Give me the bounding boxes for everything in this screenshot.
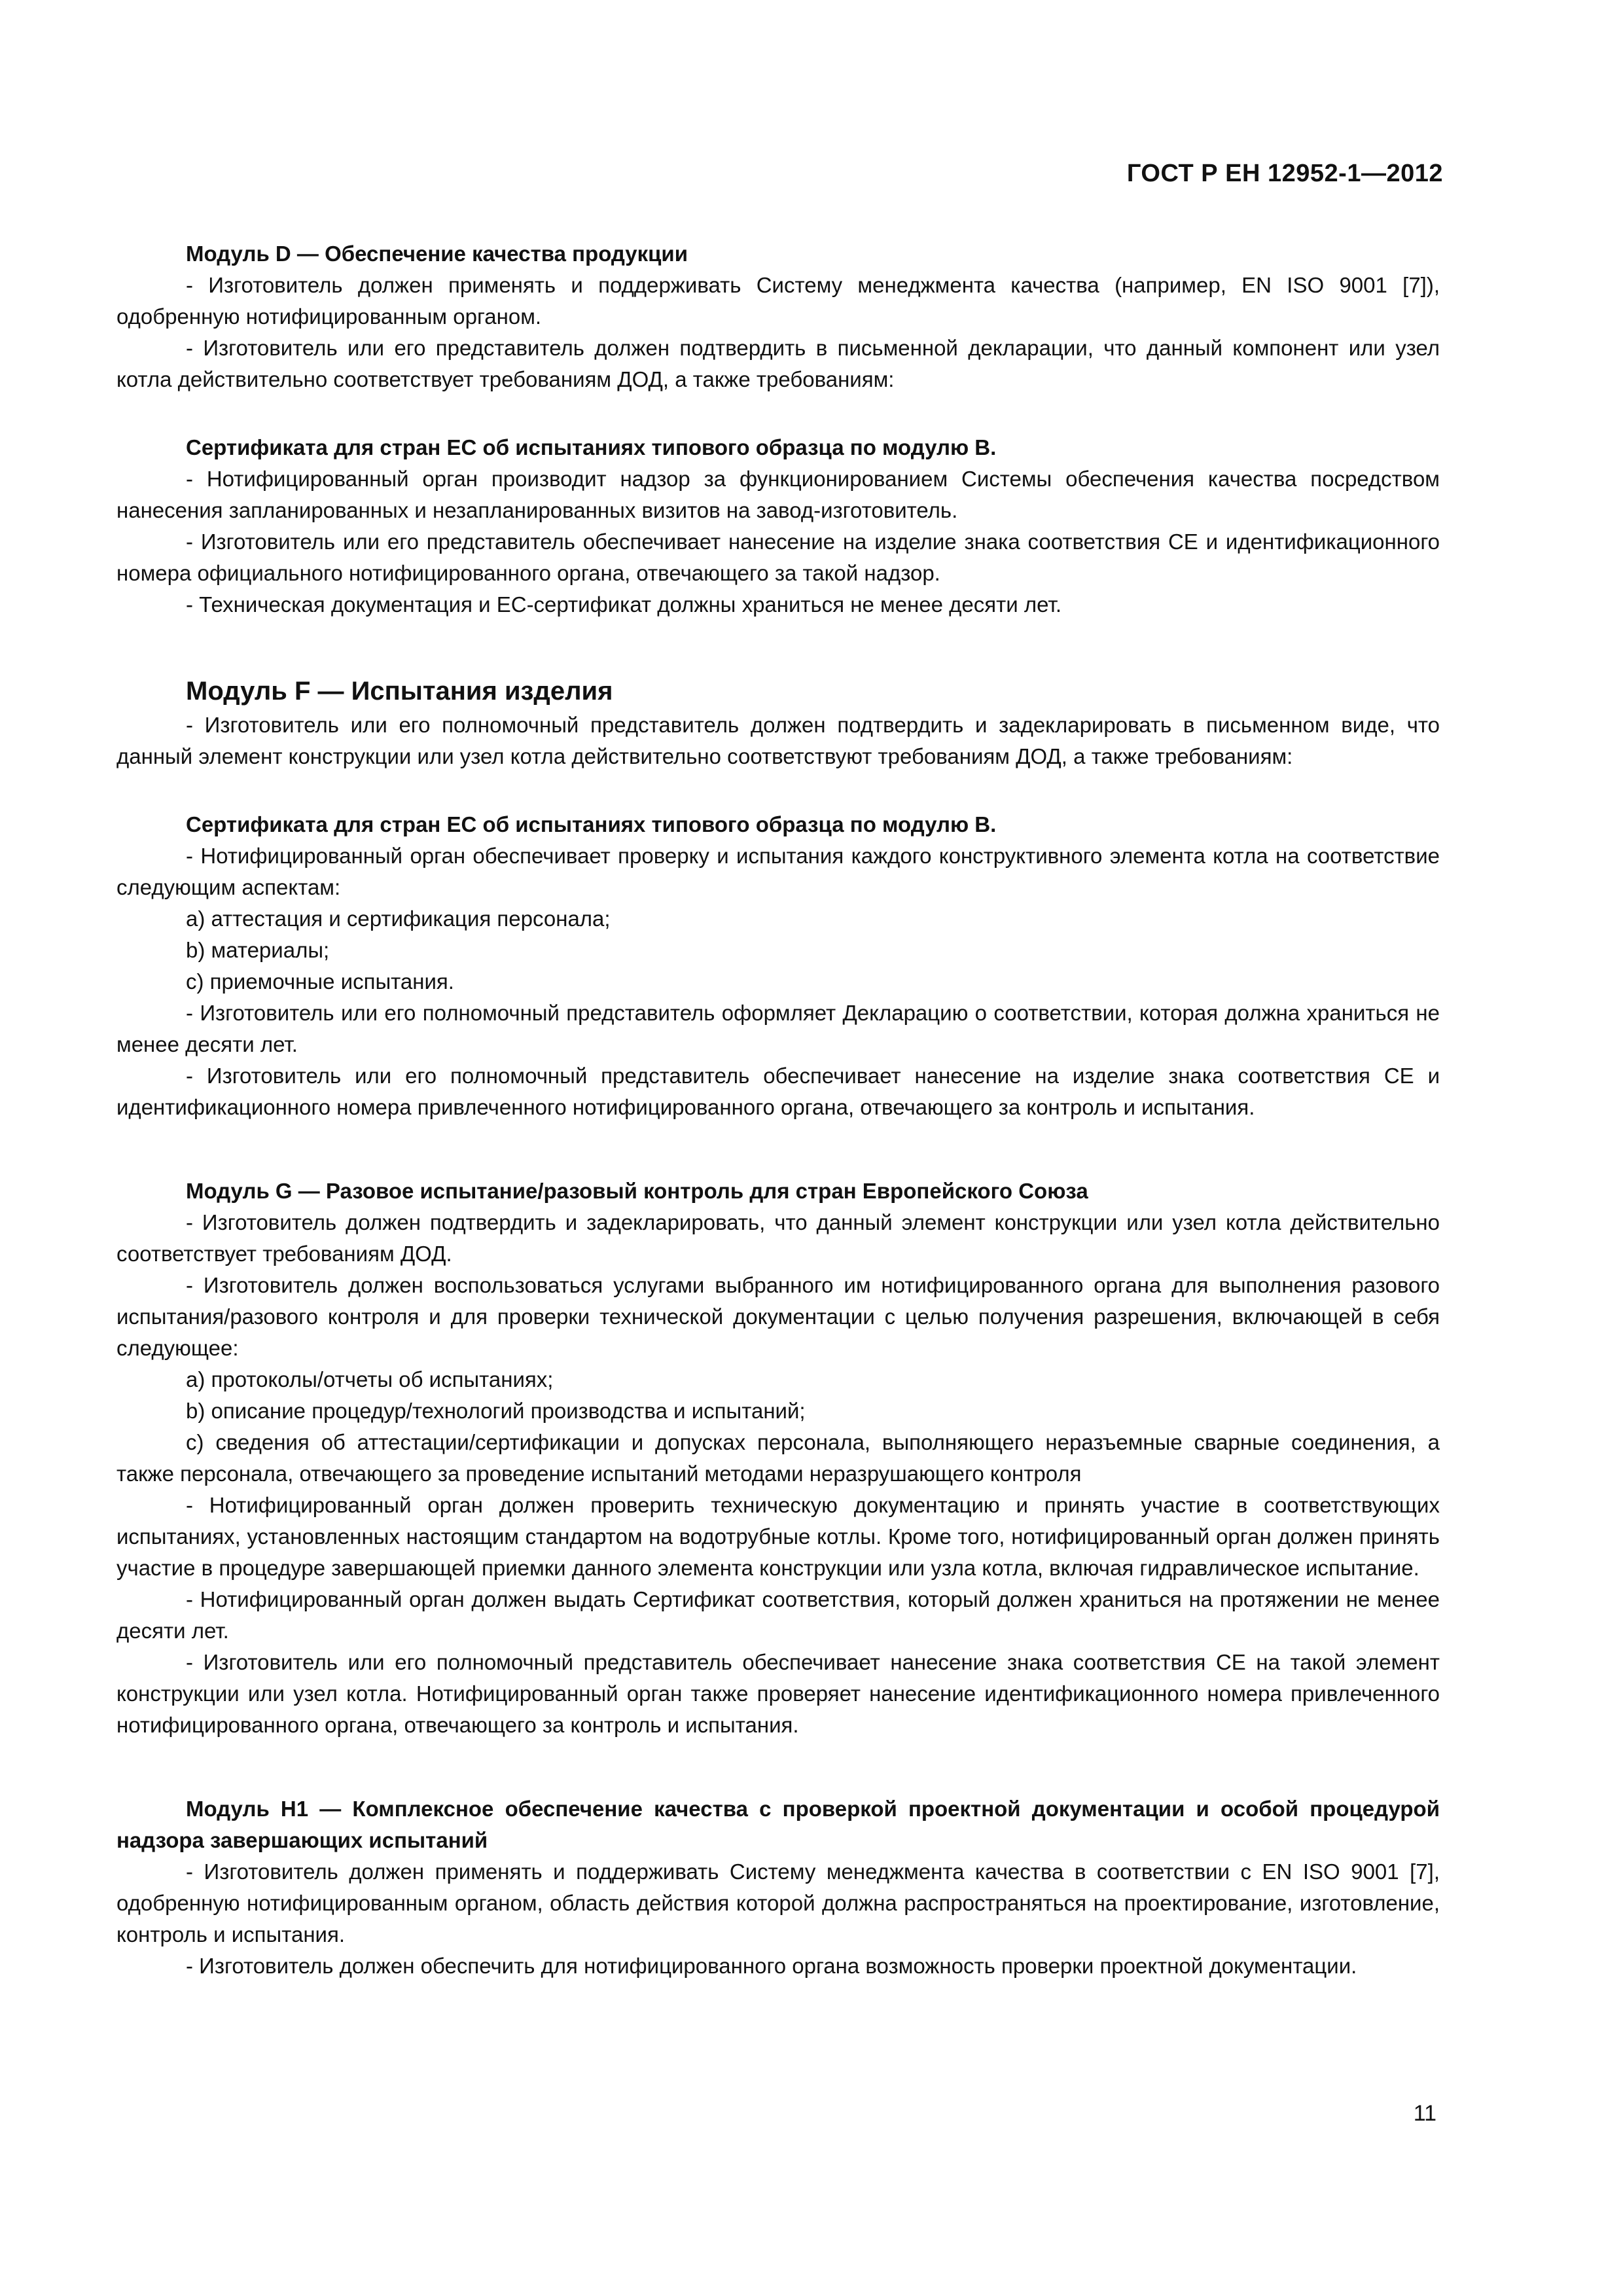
module-h1-heading: Модуль Н1 — Комплексное обеспечение качества с проверкой проектной документации и особой процедурой надзора завершающих испытаний [116, 1797, 1440, 1852]
paragraph: - Нотифицированный орган должен проверить техническую документацию и принять участие в соответствующих испытаниях, установленных настоящим стандартом на водотрубные котлы. Кроме того, нотифицированный орган должен принять участие в процедуре завершающей приемки данного элемента конструкции или узла котла, включая гидравлическое испытание. [116, 1493, 1440, 1580]
list-item: с) приемочные испытания. [186, 969, 454, 994]
paragraph: - Изготовитель должен подтвердить и задекларировать, что данный элемент конструкции или узел котла действительно соответствует требованиям ДОД. [116, 1210, 1440, 1266]
module-g-heading: Модуль G — Разовое испытание/разовый контроль для стран Европейского Союза [186, 1179, 1088, 1203]
paragraph: - Изготовитель должен воспользоваться услугами выбранного им нотифицированного органа для выполнения разового испытания/разового контроля и для проверки технической документации с целью получения разрешения, включающей в себя следующее: [116, 1273, 1440, 1360]
module-f-subheading: Сертификата для стран ЕС об испытаниях типового образца по модулю В. [186, 812, 997, 836]
paragraph: - Изготовитель или его полномочный представитель должен подтвердить и задекларировать в письменном виде, что данный элемент конструкции или узел котла действительно соответствуют требованиям ДОД, а также требованиям: [116, 713, 1440, 768]
page-number: 11 [1413, 2101, 1436, 2126]
list-item: а) протоколы/отчеты об испытаниях; [186, 1367, 554, 1391]
list-item: b) материалы; [186, 938, 330, 962]
list-item: b) описание процедур/технологий производства и испытаний; [186, 1399, 806, 1423]
module-d-subheading: Сертификата для стран ЕС об испытаниях типового образца по модулю В. [186, 435, 997, 459]
paragraph: - Изготовитель или его полномочный представитель обеспечивает нанесение знака соответствия CE на такой элемент конструкции или узел котла. Нотифицированный орган также проверяет нанесение идентификационного номера привлеченного нотифицированного органа, отвечающего за контроль и испытания. [116, 1650, 1440, 1737]
module-d-heading: Модуль D — Обеспечение качества продукции [186, 242, 688, 266]
paragraph: - Изготовитель должен применять и поддерживать Систему менеджмента качества в соответствии с EN ISO 9001 [7], одобренную нотифицированным органом, область действия которой должна распространяться на проектирование, изготовление, контроль и испытания. [116, 1859, 1440, 1946]
document-body [116, 238, 1440, 1982]
paragraph: - Нотифицированный орган производит надзор за функционированием Системы обеспечения качества посредством нанесения запланированных и незапланированных визитов на завод-изготовитель. [116, 467, 1440, 522]
paragraph: - Изготовитель или его полномочный представитель оформляет Декларацию о соответствии, которая должна храниться не менее десяти лет. [116, 1001, 1440, 1056]
paragraph: - Изготовитель или его представитель обеспечивает нанесение на изделие знака соответствия CE и идентификационного номера официального нотифицированного органа, отвечающего за такой надзор. [116, 529, 1440, 585]
paragraph: - Нотифицированный орган обеспечивает проверку и испытания каждого конструктивного элемента котла на соответствие следующим аспектам: [116, 844, 1440, 899]
list-item: с) сведения об аттестации/сертификации и допусках персонала, выполняющего неразъемные сварные соединения, а также персонала, отвечающего за проведение испытаний методами неразрушающего контроля [116, 1430, 1440, 1486]
list-item: а) аттестация и сертификация персонала; [186, 906, 611, 931]
paragraph: - Изготовитель должен обеспечить для нотифицированного органа возможность проверки проектной документации. [186, 1954, 1357, 1978]
paragraph: - Изготовитель или его представитель должен подтвердить в письменной декларации, что данный компонент или узел котла действительно соответствует требованиям ДОД, а также требованиям: [116, 336, 1440, 391]
paragraph: - Изготовитель или его полномочный представитель обеспечивает нанесение на изделие знака соответствия CE и идентификационного номера привлеченного нотифицированного органа, отвечающего за контроль и испытания. [116, 1064, 1440, 1119]
paragraph: - Изготовитель должен применять и поддерживать Систему менеджмента качества (например, EN ISO 9001 [7]), одобренную нотифицированным органом. [116, 273, 1440, 329]
paragraph: - Техническая документация и ЕС-сертификат должны храниться не менее десяти лет. [186, 592, 1061, 617]
paragraph: - Нотифицированный орган должен выдать Сертификат соответствия, который должен храниться на протяжении не менее десяти лет. [116, 1587, 1440, 1643]
document-code: ГОСТ Р ЕН 12952-1—2012 [1126, 160, 1443, 187]
module-f-heading: Модуль F — Испытания изделия [186, 677, 613, 706]
